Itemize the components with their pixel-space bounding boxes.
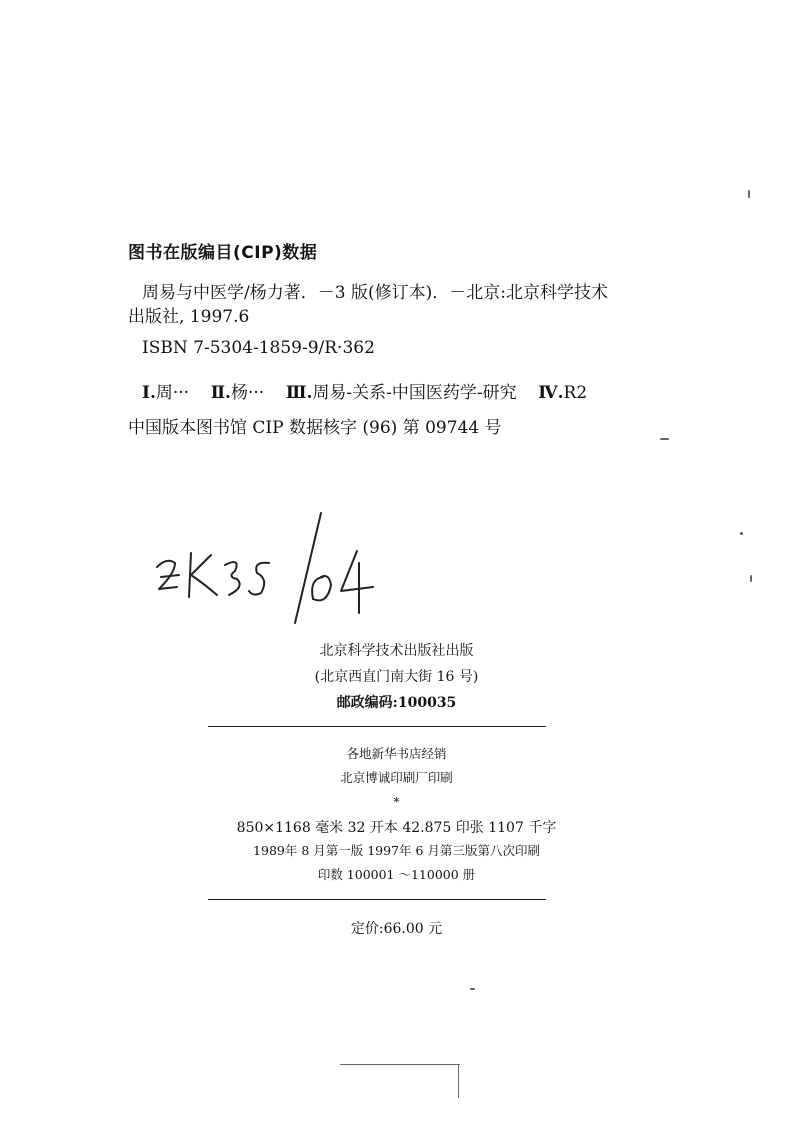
publisher-address: (北京西直门南大街 16 号) — [314, 669, 479, 685]
subject-2-number: Ⅱ. — [210, 383, 231, 403]
price: 定价:66.00 元 — [350, 921, 443, 937]
scan-speck — [660, 438, 669, 440]
subject-1-number: Ⅰ. — [142, 383, 156, 403]
scan-speck — [748, 190, 750, 198]
cip-title-line-cont: 出版社, 1997.6 — [128, 307, 250, 327]
distributor: 各地新华书店经销 — [346, 746, 447, 761]
scan-speck — [750, 575, 752, 582]
edition-info: 1989年 8 月第一版 1997年 6 月第三版第八次印刷 — [253, 843, 540, 858]
separator-star: * — [393, 794, 400, 809]
divider-top — [208, 726, 546, 727]
cip-heading: 图书在版编目(CIP)数据 — [128, 243, 318, 263]
subject-4-text: R2 — [563, 383, 588, 403]
handwritten-annotation — [145, 505, 395, 635]
subject-1-text: 周··· — [155, 383, 190, 403]
printer: 北京博诚印刷厂印刷 — [340, 770, 453, 785]
publisher-postal-code: 邮政编码:100035 — [336, 695, 457, 711]
cip-subject-terms — [142, 378, 587, 403]
scan-line — [340, 1064, 460, 1065]
cip-isbn: ISBN 7-5304-1859-9/R·362 — [142, 338, 375, 358]
scan-speck — [470, 988, 475, 990]
scan-line — [458, 1064, 459, 1098]
publisher-name: 北京科学技术出版社出版 — [319, 643, 474, 659]
print-run: 印数 100001 ～110000 册 — [317, 867, 476, 882]
book-format: 850×1168 毫米 32 开本 42.875 印张 1107 千字 — [236, 820, 557, 836]
scan-speck — [740, 532, 743, 535]
subject-4-number: Ⅳ. — [538, 383, 564, 403]
subject-3-text: 周易-关系-中国医药学-研究 — [312, 383, 517, 403]
divider-bottom — [208, 899, 546, 900]
subject-2-text: 杨··· — [230, 383, 265, 403]
cip-title-line: 周易与中医学/杨力著．－3 版(修订本)．－北京:北京科学技术 — [142, 283, 608, 303]
cip-record-number: 中国版本图书馆 CIP 数据核字 (96) 第 09744 号 — [128, 418, 502, 438]
subject-3-number: Ⅲ. — [285, 383, 313, 403]
